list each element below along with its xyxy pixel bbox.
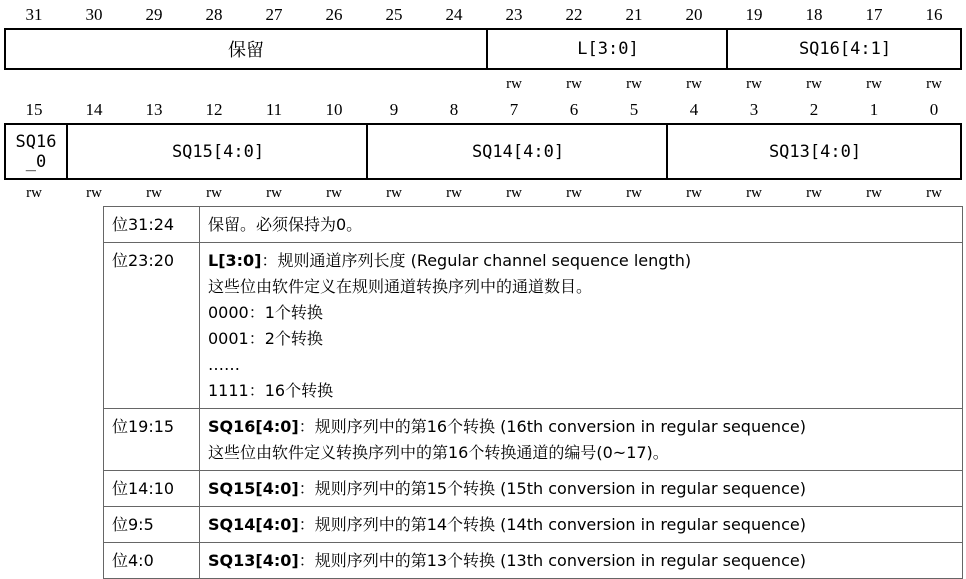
bit-number: 27 <box>265 5 283 24</box>
description-title: ：规则序列中的第14个转换 (14th conversion in regular sequence) <box>298 515 806 534</box>
bit-number: 25 <box>385 5 403 24</box>
bit-number: 10 <box>325 100 343 119</box>
description-title: 保留。必须保持为0。 <box>208 215 363 234</box>
description-line: …… <box>208 355 240 374</box>
access-type: rw <box>86 185 102 201</box>
description-title: ：规则通道序列长度 (Regular channel sequence length) <box>261 251 692 270</box>
bit-description <box>200 243 963 409</box>
access-type: rw <box>806 76 822 92</box>
description-title: ：规则序列中的第13个转换 (13th conversion in regular sequence) <box>298 551 806 570</box>
access-type: rw <box>926 76 942 92</box>
bit-description <box>200 409 963 471</box>
access-type: rw <box>566 76 582 92</box>
field-sq13: SQ13[4:0] <box>666 125 962 178</box>
bit-range: 位31:24 <box>104 207 200 243</box>
bit-number: 4 <box>689 100 699 119</box>
bit-number: 22 <box>565 5 583 24</box>
bit-number: 30 <box>85 5 103 24</box>
bit-number: 1 <box>869 100 879 119</box>
bit-number: 6 <box>569 100 579 119</box>
bit-number: 29 <box>145 5 163 24</box>
bit-number: 20 <box>685 5 703 24</box>
bit-number: 13 <box>145 100 163 119</box>
field-sq16-high: SQ16[4:1] <box>726 30 962 68</box>
bit-number: 9 <box>389 100 399 119</box>
bit-description-table <box>103 206 963 579</box>
bit-range: 位9:5 <box>104 507 200 543</box>
field-name: L[3:0] <box>208 251 262 270</box>
description-title: ：规则序列中的第15个转换 (15th conversion in regular sequence) <box>298 479 806 498</box>
field-label-line: SQ16 <box>15 131 57 152</box>
field-name: SQ15[4:0] <box>208 479 299 498</box>
description-title-line <box>208 248 954 274</box>
bit-number: 21 <box>625 5 643 24</box>
field-sq14: SQ14[4:0] <box>366 125 668 178</box>
bit-number: 15 <box>25 100 43 119</box>
access-type: rw <box>506 185 522 201</box>
access-type: rw <box>326 185 342 201</box>
bit-number: 16 <box>925 5 943 24</box>
bit-number: 26 <box>325 5 343 24</box>
bit-description <box>200 471 963 507</box>
bit-range: 位14:10 <box>104 471 200 507</box>
field-name: SQ16[4:0] <box>208 417 299 436</box>
field-l: L[3:0] <box>486 30 728 68</box>
bit-description <box>200 543 963 579</box>
description-line: 这些位由软件定义在规则通道转换序列中的通道数目。 <box>208 277 593 296</box>
access-type: rw <box>206 185 222 201</box>
field-name: SQ14[4:0] <box>208 515 299 534</box>
bit-number: 12 <box>205 100 223 119</box>
field-reserved: 保留 <box>228 40 264 61</box>
access-type: rw <box>146 185 162 201</box>
field-name: SQ13[4:0] <box>208 551 299 570</box>
table-row <box>104 543 963 579</box>
access-type: rw <box>566 185 582 201</box>
bit-description <box>200 507 963 543</box>
access-type: rw <box>266 185 282 201</box>
bit-range: 位19:15 <box>104 409 200 471</box>
bit-number: 3 <box>749 100 759 119</box>
description-line: 0000：1个转换 <box>208 303 323 322</box>
description-title-line <box>208 548 954 574</box>
bit-number: 19 <box>745 5 763 24</box>
access-type: rw <box>866 76 882 92</box>
access-type: rw <box>746 185 762 201</box>
table-row <box>104 207 963 243</box>
access-type: rw <box>926 185 942 201</box>
access-type: rw <box>686 76 702 92</box>
bit-number: 5 <box>629 100 639 119</box>
table-row <box>104 409 963 471</box>
access-type: rw <box>626 185 642 201</box>
bit-number: 24 <box>445 5 463 24</box>
field-sq15: SQ15[4:0] <box>66 125 368 178</box>
bit-description <box>200 207 963 243</box>
description-title-line <box>208 414 954 440</box>
field-label-line: _0 <box>25 151 47 172</box>
access-type: rw <box>26 185 42 201</box>
access-type: rw <box>506 76 522 92</box>
bit-number: 2 <box>809 100 819 119</box>
bit-number: 31 <box>25 5 43 24</box>
bit-number: 8 <box>449 100 459 119</box>
bit-number: 14 <box>85 100 103 119</box>
bit-number: 11 <box>265 100 283 119</box>
register-row-low <box>4 123 962 180</box>
bit-number: 17 <box>865 5 883 24</box>
description-title-line <box>208 476 954 502</box>
description-line: 这些位由软件定义转换序列中的第16个转换通道的编号(0~17)。 <box>208 443 669 462</box>
description-line: 0001：2个转换 <box>208 329 323 348</box>
field-sq16-bit0 <box>6 125 66 178</box>
bit-number: 18 <box>805 5 823 24</box>
access-type: rw <box>686 185 702 201</box>
bit-number: 7 <box>509 100 519 119</box>
description-title: ：规则序列中的第16个转换 (16th conversion in regular sequence) <box>298 417 806 436</box>
description-line: 1111：16个转换 <box>208 381 334 400</box>
access-type: rw <box>446 185 462 201</box>
bit-number: 0 <box>929 100 939 119</box>
access-type: rw <box>746 76 762 92</box>
table-row <box>104 471 963 507</box>
register-row-high <box>4 28 962 70</box>
bit-number: 28 <box>205 5 223 24</box>
description-title-line <box>208 512 954 538</box>
bit-range: 位23:20 <box>104 243 200 409</box>
access-type: rw <box>386 185 402 201</box>
access-type: rw <box>626 76 642 92</box>
table-row <box>104 243 963 409</box>
table-row <box>104 507 963 543</box>
access-type: rw <box>806 185 822 201</box>
bit-range: 位4:0 <box>104 543 200 579</box>
bit-number: 23 <box>505 5 523 24</box>
access-type: rw <box>866 185 882 201</box>
